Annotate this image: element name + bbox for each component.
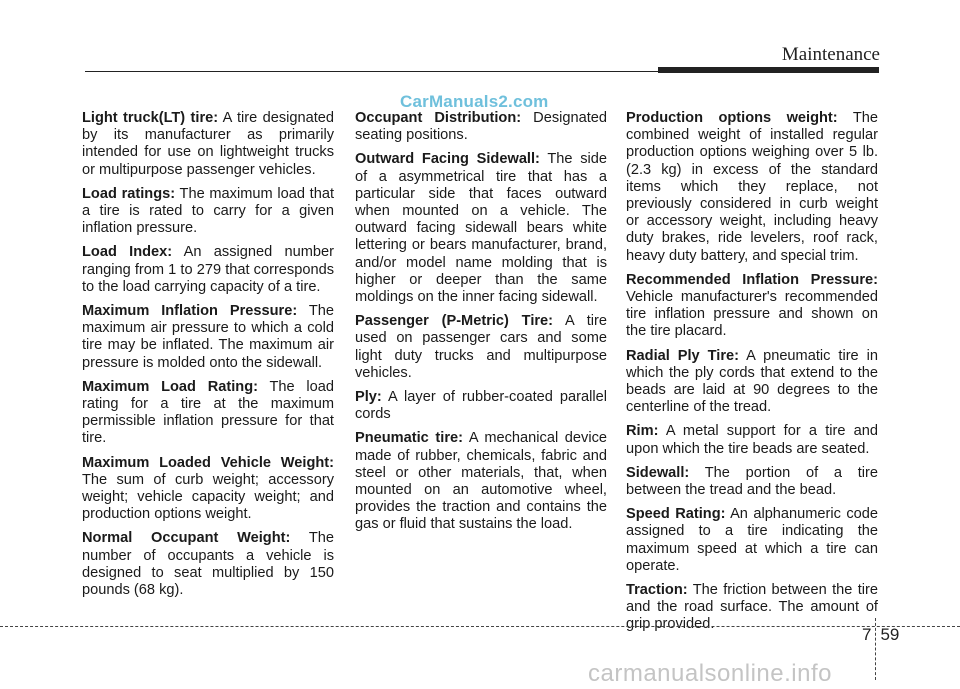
glossary-entry bbox=[82, 244, 334, 296]
glossary-entry bbox=[626, 110, 878, 265]
glossary-definition: An alphanumeric code assigned to a tire indicating the maximum speed at which a tire can operate. bbox=[626, 506, 879, 574]
glossary-entry bbox=[355, 430, 607, 533]
glossary-definition: The maximum load that a tire is rated to carry for a given inflation pressure. bbox=[82, 185, 334, 237]
glossary-term: Occupant Distribution: bbox=[355, 110, 522, 126]
glossary-entry bbox=[82, 530, 334, 599]
glossary-term: Normal Occupant Weight: bbox=[82, 530, 291, 547]
glossary-term: Maximum Inflation Pressure: bbox=[82, 303, 298, 320]
glossary-term: Outward Facing Sidewall: bbox=[355, 151, 540, 168]
glossary-definition: The side of a asymmetrical tire that has a particular side that faces outward when mounted on a vehicle. The outward facing sidewall bears white lettering or bears manufacturer, brand, and/or model name molding that is higher or deeper than the same moldings on the inner facing sidewall. bbox=[355, 151, 607, 306]
watermark-bottom: carmanualsonline.info bbox=[588, 660, 832, 687]
glossary-entry bbox=[355, 313, 607, 382]
glossary-entry bbox=[82, 379, 334, 448]
glossary-entry bbox=[82, 303, 334, 372]
glossary-entry bbox=[82, 455, 334, 524]
glossary-definition: The sum of curb weight; accessory weight; vehicle capacity weight; and production options weight. bbox=[82, 471, 334, 523]
glossary-definition: A tire used on passenger cars and some light duty trucks and multipurpose vehicles. bbox=[355, 313, 607, 381]
footer-divider bbox=[0, 626, 960, 627]
glossary-entry bbox=[355, 110, 607, 144]
glossary-definition: An assigned number ranging from 1 to 279 that corresponds to the load carrying capacity of a tire. bbox=[82, 244, 334, 295]
glossary-term: Rim: bbox=[626, 423, 659, 440]
glossary-definition: The number of occupants a vehicle is designed to seat multiplied by 150 pounds (68 kg). bbox=[82, 530, 334, 599]
glossary-definition: A mechanical device made of rubber, chemicals, fabric and steel or other materials, that, when mounted on an automotive wheel, provides the traction and contains the gas or fluid that sustains the load. bbox=[355, 430, 607, 533]
chapter-number: 7 bbox=[862, 625, 872, 644]
glossary-entry bbox=[355, 389, 607, 423]
glossary-definition: A pneumatic tire in which the ply cords that extend to the beads are laid at 90 degrees to the centerline of the tread. bbox=[626, 347, 878, 416]
glossary-entry bbox=[626, 506, 878, 575]
glossary-term: Recommended Inflation Pressure: bbox=[626, 271, 878, 288]
glossary-term: Passenger (P-Metric) Tire: bbox=[355, 313, 554, 330]
glossary-term: Sidewall: bbox=[626, 464, 690, 481]
glossary-term: Traction: bbox=[626, 582, 688, 599]
header-rule-accent bbox=[658, 67, 879, 73]
glossary-term: Radial Ply Tire: bbox=[626, 347, 740, 364]
glossary-term: Ply: bbox=[355, 389, 382, 406]
glossary-definition: A layer of rubber-coated parallel cords bbox=[355, 389, 607, 423]
page-number-value: 59 bbox=[880, 625, 900, 644]
glossary-entry bbox=[626, 272, 878, 341]
watermark-top: CarManuals2.com bbox=[400, 92, 549, 111]
glossary-definition: The load rating for a tire at the maximum permissible inflation pressure for that tire. bbox=[82, 378, 334, 447]
glossary-term: Load ratings: bbox=[82, 185, 176, 202]
glossary-term: Light truck(LT) tire: bbox=[82, 110, 219, 126]
glossary-definition: A tire designated by its manufacturer as primarily intended for use on lightweight trucks or multipurpose passenger vehicles. bbox=[82, 110, 334, 178]
glossary-term: Speed Rating: bbox=[626, 506, 726, 523]
text-column-1 bbox=[82, 110, 334, 606]
text-column-3 bbox=[626, 110, 878, 641]
glossary-term: Pneumatic tire: bbox=[355, 430, 463, 447]
glossary-entry bbox=[355, 151, 607, 306]
glossary-term: Load Index: bbox=[82, 244, 173, 261]
glossary-definition: A metal support for a tire and upon which the tire beads are seated. bbox=[626, 423, 878, 457]
glossary-definition: The maximum air pressure to which a cold tire may be inflated. The maximum air pressure is molded onto the sidewall. bbox=[82, 303, 334, 371]
glossary-definition: The friction between the tire and the road surface. The amount of grip provided. bbox=[626, 582, 878, 633]
glossary-definition: The combined weight of installed regular production options weighing over 5 lb. (2.3 kg) in excess of the standard items which they replace, not previously considered in curb weight or accessory weight, including heavy duty brakes, ride levelers, roof rack, heavy duty battery, and special trim. bbox=[626, 110, 878, 264]
glossary-entry bbox=[626, 465, 878, 499]
glossary-term: Maximum Loaded Vehicle Weight: bbox=[82, 454, 334, 471]
glossary-definition: The portion of a tire between the tread and the bead. bbox=[626, 464, 878, 499]
header-rule bbox=[85, 71, 658, 72]
glossary-definition: Designated seating positions. bbox=[355, 110, 607, 144]
page-number bbox=[862, 625, 899, 645]
text-column-2 bbox=[355, 110, 607, 541]
glossary-definition: Vehicle manufacturer's recommended tire inflation pressure and shown on the tire placard. bbox=[626, 289, 878, 340]
section-title: Maintenance bbox=[781, 44, 880, 65]
glossary-entry bbox=[82, 186, 334, 238]
glossary-term: Maximum Load Rating: bbox=[82, 378, 258, 395]
glossary-entry bbox=[626, 423, 878, 457]
glossary-term: Production options weight: bbox=[626, 110, 838, 126]
glossary-entry bbox=[626, 348, 878, 417]
glossary-entry bbox=[82, 110, 334, 179]
